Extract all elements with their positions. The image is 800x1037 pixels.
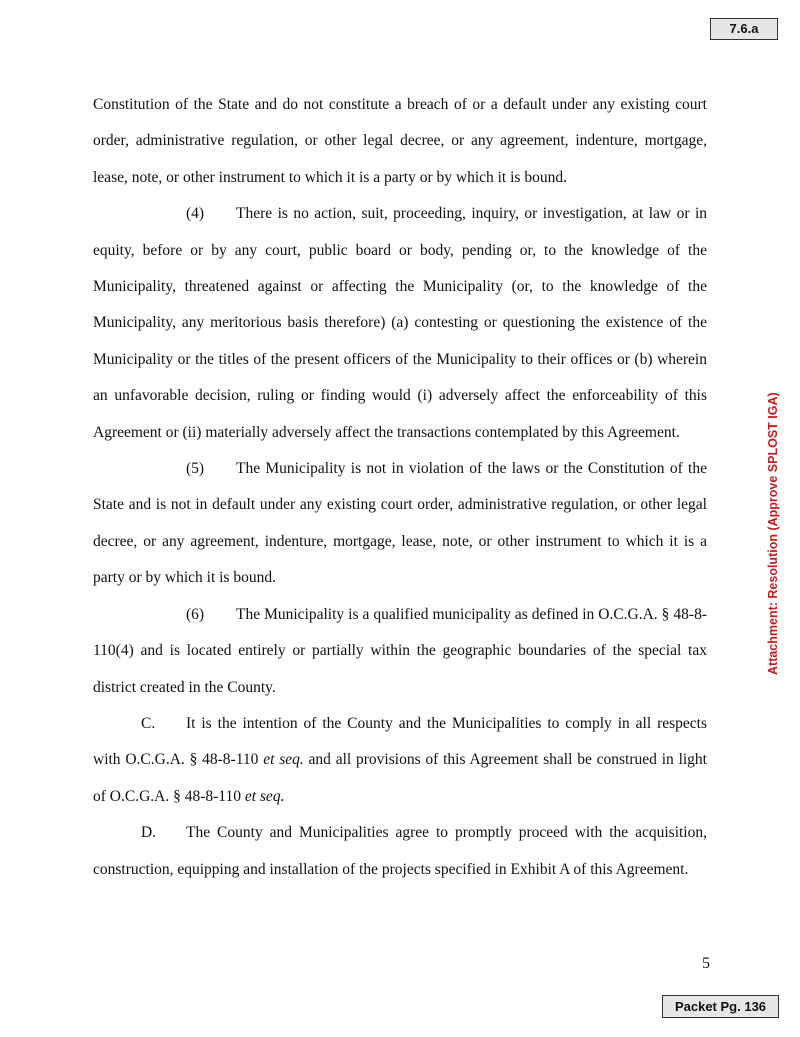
section-text: and all provisions of this Agreement shall be construed in light of O.C.G.A. § 48-8-110	[93, 751, 707, 805]
document-body	[93, 87, 707, 888]
paragraph-number: (5)	[186, 460, 205, 478]
paragraph-text: There is no action, suit, proceeding, inquiry, or investigation, at law or in equity, before or by any court, public board or body, pending or, to the knowledge of the Municipality, threatened against or affecting the Municipality (or, to the knowledge of the Municipality, any meritorious basis therefore) (a) contesting or questioning the existence of the Municipality or the titles of the present officers of the Municipality to their offices or (b) wherein an unfavorable decision, ruling or finding would (i) adversely affect the enforceability of this Agreement or (ii) materially adversely affect the transactions contemplated by this Agreement.	[93, 205, 707, 441]
section-d	[93, 815, 707, 888]
paragraph-text: The Municipality is a qualified municipality as defined in O.C.G.A. § 48-8-110(4) and is located entirely or partially within the geographic boundaries of the special tax district created in the County.	[93, 605, 707, 696]
paragraph-text: The Municipality is not in violation of the laws or the Constitution of the State and is not in default under any existing court order, administrative regulation, or other legal decree, or any agreement, indenture, mortgage, lease, note, or other instrument to which it is a party or by which it is bound.	[93, 460, 707, 587]
et-seq-term: et seq.	[263, 751, 304, 769]
section-tag: 7.6.a	[710, 18, 778, 40]
section-text: The County and Municipalities agree to promptly proceed with the acquisition, construction, equipping and installation of the projects specified in Exhibit A of this Agreement.	[93, 824, 707, 878]
et-seq-term: et seq.	[244, 787, 285, 805]
paragraph-intro: Constitution of the State and do not constitute a breach of or a default under any existing court order, administrative regulation, or other legal decree, or any agreement, indenture, mortgage, lease, note, or other instrument to which it is a party or by which it is bound.	[93, 96, 707, 186]
paragraph-6	[93, 597, 707, 706]
section-letter: D.	[141, 824, 157, 842]
attachment-label: Attachment: Resolution (Approve SPLOST IGA)	[766, 392, 780, 675]
paragraph-number: (4)	[186, 205, 205, 223]
section-c	[93, 706, 707, 815]
page-number: 5	[702, 955, 710, 972]
packet-page-label: Packet Pg. 136	[662, 995, 779, 1018]
paragraph-number: (6)	[186, 605, 205, 623]
section-letter: C.	[141, 714, 156, 732]
paragraph-4	[93, 196, 707, 451]
paragraph-5	[93, 451, 707, 597]
section-text: It is the intention of the County and the Municipalities to comply in all respects with O.C.G.A. § 48-8-110	[93, 714, 707, 769]
